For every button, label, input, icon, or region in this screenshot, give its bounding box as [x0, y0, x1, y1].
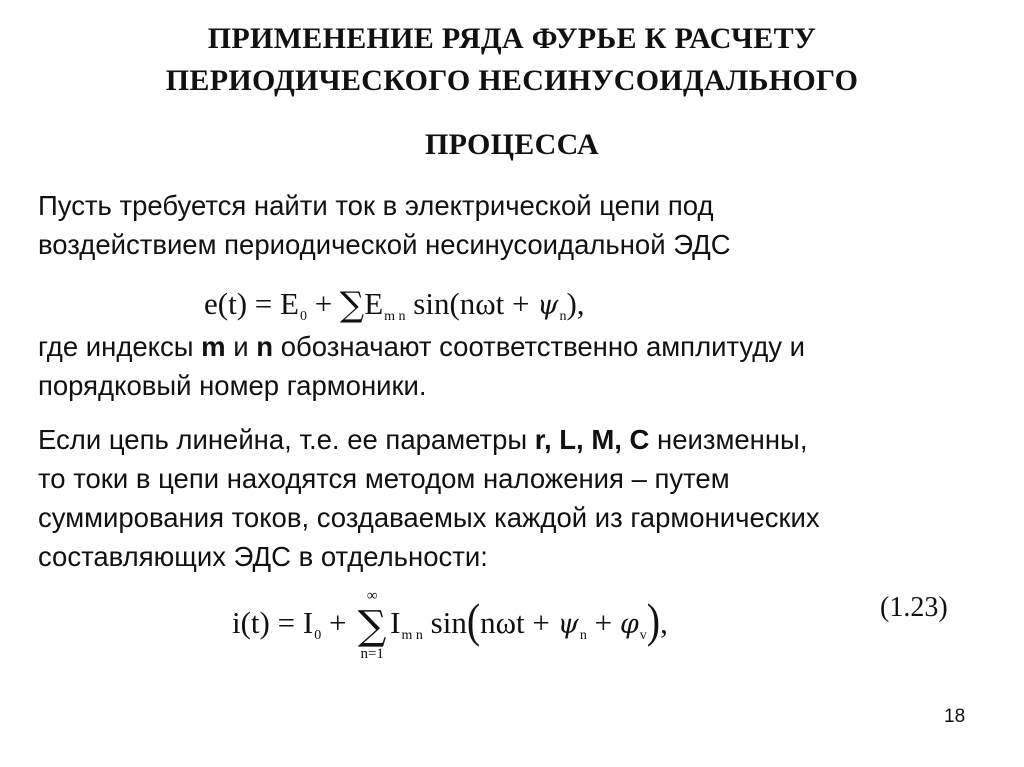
paragraph-superposition-line-3: суммирования токов, создаваемых каждой из гармонических — [38, 502, 820, 533]
formula-emf-E: E — [364, 286, 384, 321]
formula-current-sin: sin — [422, 605, 467, 640]
formula-current-psi: ψ — [557, 609, 579, 640]
paragraph-indices-line-1 — [38, 327, 978, 366]
index-n: n — [256, 331, 274, 362]
page-number: 18 — [944, 706, 966, 727]
formula-current-sub-v: v — [639, 628, 647, 643]
paragraph-indices — [38, 327, 978, 405]
formula-emf — [204, 283, 585, 325]
formula-current-lhs: i(t) = I — [232, 605, 314, 640]
paragraph-superposition-line-1 — [38, 420, 978, 459]
paren-open: ( — [466, 593, 481, 648]
text-segment: обозначают соответственно амплитуду и — [273, 331, 806, 362]
text-segment: и — [225, 331, 257, 362]
equation-number: (1.23) — [880, 592, 948, 623]
paragraph-intro-line-2: воздействием периодической несинусоидальной ЭДС — [38, 229, 731, 260]
sigma-icon: ∑ — [339, 285, 365, 325]
text-segment: Если цепь линейна, т.е. ее параметры — [38, 424, 535, 455]
sigma-icon: ∑ — [357, 602, 387, 649]
formula-current — [232, 587, 668, 666]
paragraph-indices-line-2: порядковый номер гармоники. — [38, 370, 427, 401]
formula-current-body: nωt + — [480, 605, 558, 640]
slide-title-line-2: ПЕРИОДИЧЕСКОГО НЕСИНУСОИДАЛЬНОГО — [165, 64, 859, 97]
formula-current-plus: + — [321, 605, 355, 640]
formula-emf-sub-mn: m n — [384, 309, 406, 324]
paragraph-superposition-line-4: составляющих ЭДС в отдельности: — [38, 541, 488, 572]
formula-emf-plus: + — [306, 286, 340, 321]
text-segment: неизменны, — [649, 424, 808, 455]
paragraph-superposition-line-2: то токи в цепи находятся методом наложения – путем — [38, 463, 730, 494]
summation — [354, 587, 390, 662]
text-segment: где индексы — [38, 331, 202, 362]
paren-close: ) — [646, 593, 661, 648]
formula-emf-close: ), — [566, 286, 585, 321]
slide-title-line-3: ПРОЦЕССА — [424, 128, 600, 161]
formula-current-sub-mn: m n — [401, 628, 423, 643]
formula-current-sub0: 0 — [314, 628, 322, 643]
formula-current-sub-n: n — [579, 628, 587, 643]
formula-emf-psi: ψ — [537, 290, 559, 321]
paragraph-intro-line-1: Пусть требуется найти ток в электрической цепи под — [38, 190, 714, 221]
formula-emf-sub0: 0 — [299, 309, 307, 324]
formula-current-phi: φ — [619, 609, 639, 640]
formula-current-I: I — [390, 605, 401, 640]
paragraph-intro — [38, 186, 978, 264]
formula-current-comma: , — [660, 605, 668, 640]
paragraph-superposition — [38, 420, 978, 576]
circuit-params: r, L, M, C — [534, 424, 650, 455]
sum-upper-limit: ∞ — [366, 587, 378, 604]
index-m: m — [201, 331, 226, 362]
formula-emf-sub-n: n — [559, 309, 567, 324]
sum-lower-limit: n=1 — [360, 645, 384, 662]
formula-emf-lhs: e(t) = E — [204, 286, 299, 321]
slide-title-line-1: ПРИМЕНЕНИЕ РЯДА ФУРЬЕ К РАСЧЕТУ — [207, 22, 817, 55]
formula-current-plus2: + — [586, 605, 620, 640]
formula-emf-sin: sin(nωt + — [405, 286, 538, 321]
